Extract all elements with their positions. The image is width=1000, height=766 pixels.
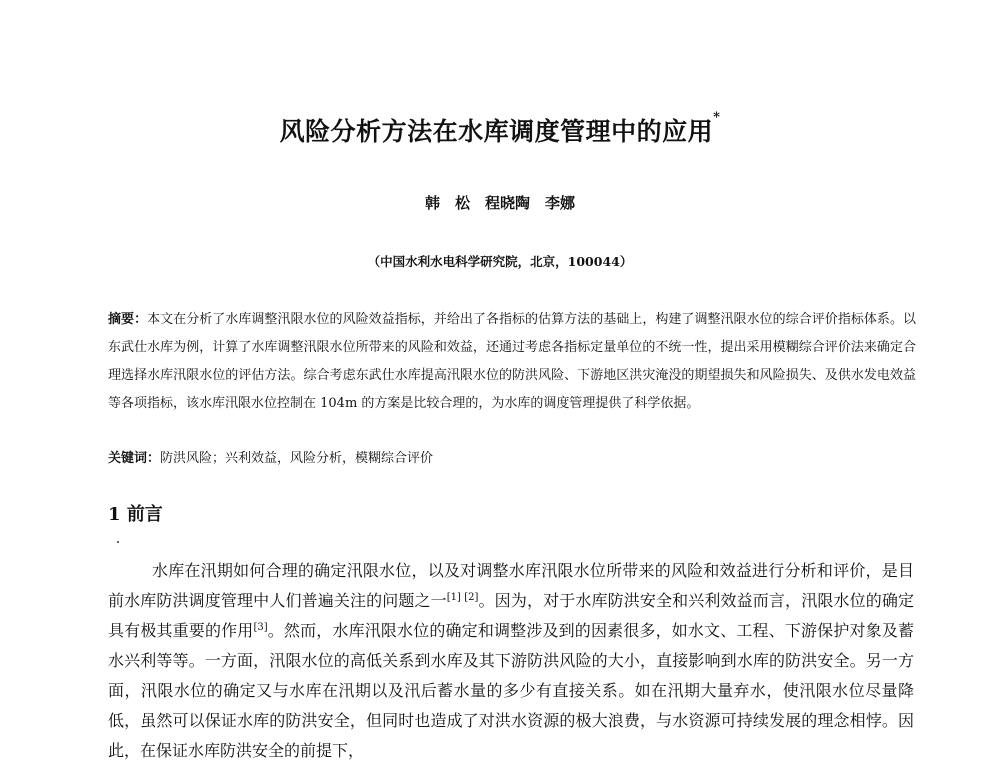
body-text-part-1: 水库在汛期如何合理的确定汛限水位，以及对调整水库汛限水位所带来的风险和效益进行分析和评价，是目前水库防洪调度管理中人们普遍关注的问题之一 [108, 561, 914, 610]
authors: 韩 松 程晓陶 李娜 [424, 194, 575, 212]
keywords-text: 防洪风险；兴利效益，风险分析，模糊综合评价 [160, 451, 434, 466]
stray-mark [117, 541, 119, 543]
body-text-part-3: 。然而，水库汛限水位的确定和调整涉及到的因素很多，如水文、工程、下游保护对象及蓄水兴利等等。一方面，汛限水位的高低关系到水库及其下游防洪风险的大小，直接影响到水库的防洪安全。另一方面，汛限水位的确定又与水库在汛期以及汛后蓄水量的多少有直接关系。如在汛期大量弃水，使汛限水位尽量降低，虽然可以保证水库的防洪安全，但同时也造成了对洪水资源的极大浪费，与水资源可持续发展的理念相悖。因此，在保证水库防洪安全的前提下， [108, 621, 914, 760]
paper-title-text: 风险分析方法在水库调度管理中的应用 [279, 117, 714, 146]
section-heading [108, 500, 163, 526]
citation-3: [3] [253, 622, 268, 633]
abstract-text: 本文在分析了水库调整汛限水位的风险效益指标，并给出了各指标的估算方法的基础上，构建了调整汛限水位的综合评价指标体系。以东武仕水库为例，计算了水库调整汛限水位所带来的风险和效益，还通过考虑各指标定量单位的不统一性，提出采用模糊综合评价法来确定合理选择水库汛限水位的评估方法。综合考虑东武仕水库提高汛限水位的防洪风险、下游地区洪灾淹没的期望损失和风险损失、及供水发电效益等各项指标，该水库汛限水位控制在 104m 的方案是比较合理的，为水库的调度管理提供了科学依据。 [108, 312, 916, 411]
affiliation: （中国水利水电科学研究院，北京，100044） [367, 254, 633, 269]
title-footnote-mark: * [713, 110, 721, 125]
section-title: 前言 [126, 504, 163, 525]
keywords [108, 448, 916, 470]
body-text-part-2: 。因为，对于水库防洪安全和兴利效益而言，汛限水位的确定具有极其重要的作用 [108, 591, 914, 640]
paper-title [0, 112, 1000, 148]
keywords-label: 关键词： [108, 451, 161, 466]
abstract [108, 306, 916, 418]
citation-1-2: [1] [2] [446, 592, 479, 603]
body-paragraph [108, 556, 914, 766]
abstract-label: 摘要： [108, 312, 148, 327]
section-number: 1 [108, 504, 121, 525]
